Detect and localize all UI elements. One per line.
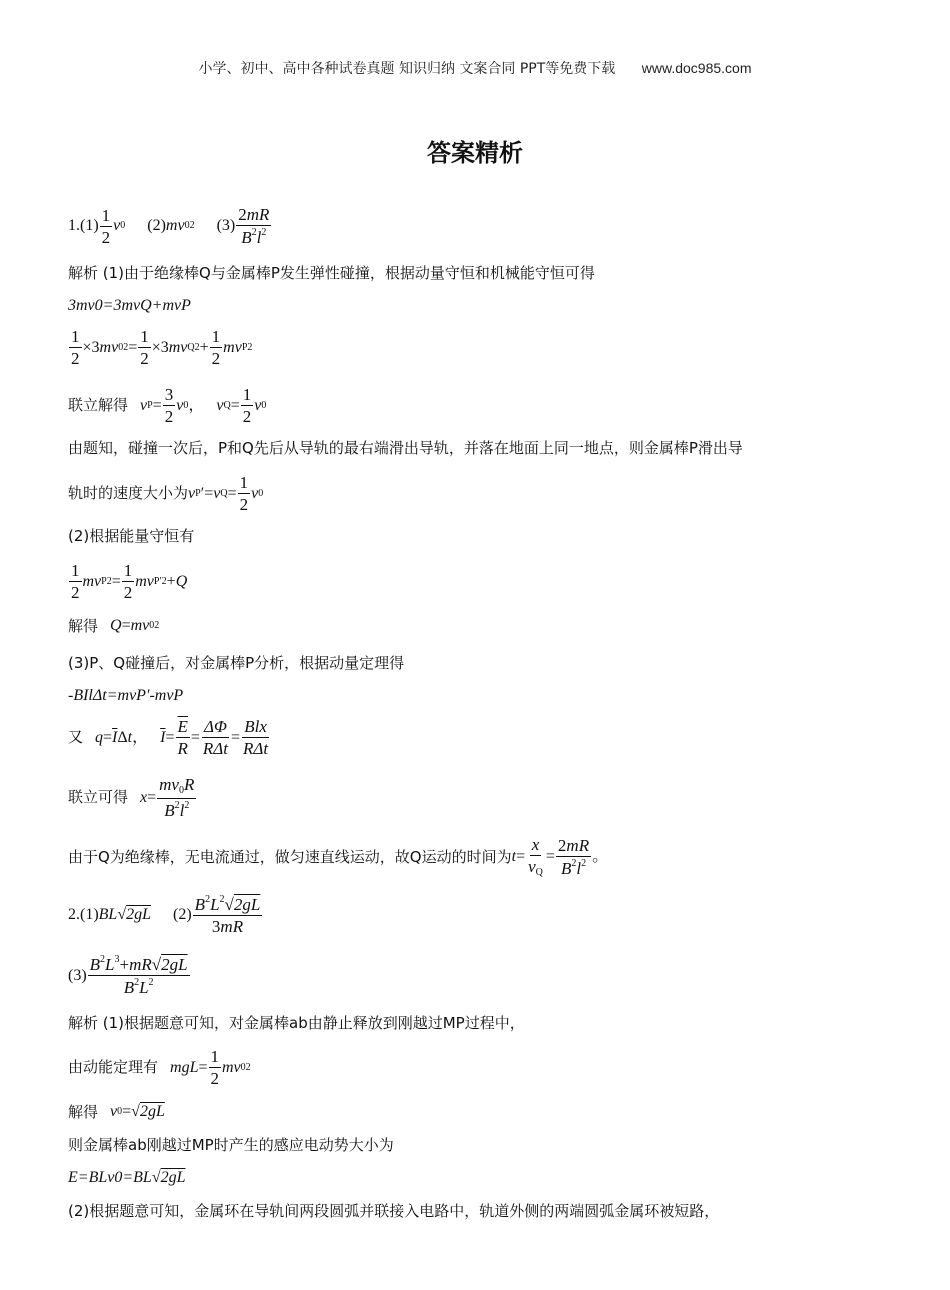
solution-heat: 解得 Q = mv 0 2 — [68, 616, 160, 635]
analysis-1-part3: (3)P、Q碰撞后，对金属棒P分析，根据动量定理得 — [68, 654, 405, 672]
equation-momentum: 3mv0=3mvQ+mvP — [68, 297, 191, 314]
page-title: 答案精析 — [427, 139, 523, 167]
equation-emf: E=BLv0=BL √ 2gL — [68, 1169, 186, 1186]
analysis-2-intro: 解析 (1)根据题意可知，对金属棒ab由静止释放到刚越过MP过程中， — [68, 1014, 525, 1032]
solution-time: 由于Q为绝缘棒，无电流通过，做匀速直线运动，故Q运动的时间为 t = $\frac{x}{v_Q}$ = $\frac{2mR}{B^2l^2}$ 。 — [68, 835, 609, 878]
fraction: $\frac{2mR}{B^2l^2}$ — [238, 205, 270, 247]
equation-energy: $\frac{1}{2}$ ×3 mv 0 2 = $\frac{1}{2}$ ×3 mv Q 2 + $\frac{1}{2}$ mv P 2 — [71, 327, 253, 368]
equation-heat: $\frac{1}{2}$ mv P 2 = $\frac{1}{2}$ mv P ′2 + Q — [71, 561, 188, 602]
equation-impulse: -BIlΔt=mvP′-mvP — [68, 687, 184, 704]
fraction: $\frac{1}{2}$ — [101, 205, 111, 247]
analysis-1-intro: 解析 (1)由于绝缘棒Q与金属棒P发生弹性碰撞，根据动量守恒和机械能守恒可得 — [68, 264, 595, 282]
analysis-2-emf: 则金属棒ab刚越过MP时产生的感应电动势大小为 — [68, 1136, 394, 1154]
analysis-1-part2: (2)根据能量守恒有 — [68, 527, 195, 545]
equation-kinetic-energy: 由动能定理有 mgL = $\frac{1}{2}$ mv 0 2 — [68, 1047, 251, 1088]
analysis-1-condition: 由题知，碰撞一次后，P和Q先后从导轨的最右端滑出导轨，并落在地面上同一地点，则金属棒P滑出导 — [68, 439, 743, 457]
equation-charge: 又 q = $\overline{I}$ Δ t ， $\overline{I}$ = $\frac{\overline{E}}{R}$ = $\frac{\Delta\Phi}{\text{RΔt}}$ = $\frac{\text{Blx}}{\text{RΔt}}$ — [68, 717, 269, 758]
analysis-2-part2: (2)根据题意可知，金属环在导轨间两段圆弧并联接入电路中，轨道外侧的两端圆弧金属环被短路， — [68, 1202, 720, 1220]
answer-1-summary: 1.(1) $\frac{1}{2}$ v 0 (2) mv 0 2 (3) $\frac{2mR}{B^2l^2}$ — [68, 205, 270, 247]
answer-2-part3: (3) $\frac{B^2L^3+mR√2gL}{B^2L^2}$ — [68, 954, 188, 997]
answer-2-summary: 2.(1) BL √ 2gL (2) $\frac{B^2L^2√2gL}{3mR}$ — [68, 894, 261, 936]
header-text: 小学、初中、高中各种试卷真题 知识归纳 文案合同 PPT等免费下载 — [198, 61, 616, 77]
solution-v0: 解得 v 0 =√ 2gL — [68, 1102, 165, 1121]
header-url[interactable]: www.doc985.com — [641, 60, 752, 76]
solution-velocities: 联立解得 v P = $\frac{3}{2}$ v 0 ， v Q = $\frac{1}{2}$ v 0 — [68, 385, 267, 426]
exit-speed: 轨时的速度大小为 v P ′= v Q = $\frac{1}{2}$ v 0 — [68, 473, 264, 514]
solution-distance: 联立可得 x = $\frac{mv_0R}{B^2l^2}$ — [68, 775, 195, 820]
page-header — [0, 58, 950, 78]
